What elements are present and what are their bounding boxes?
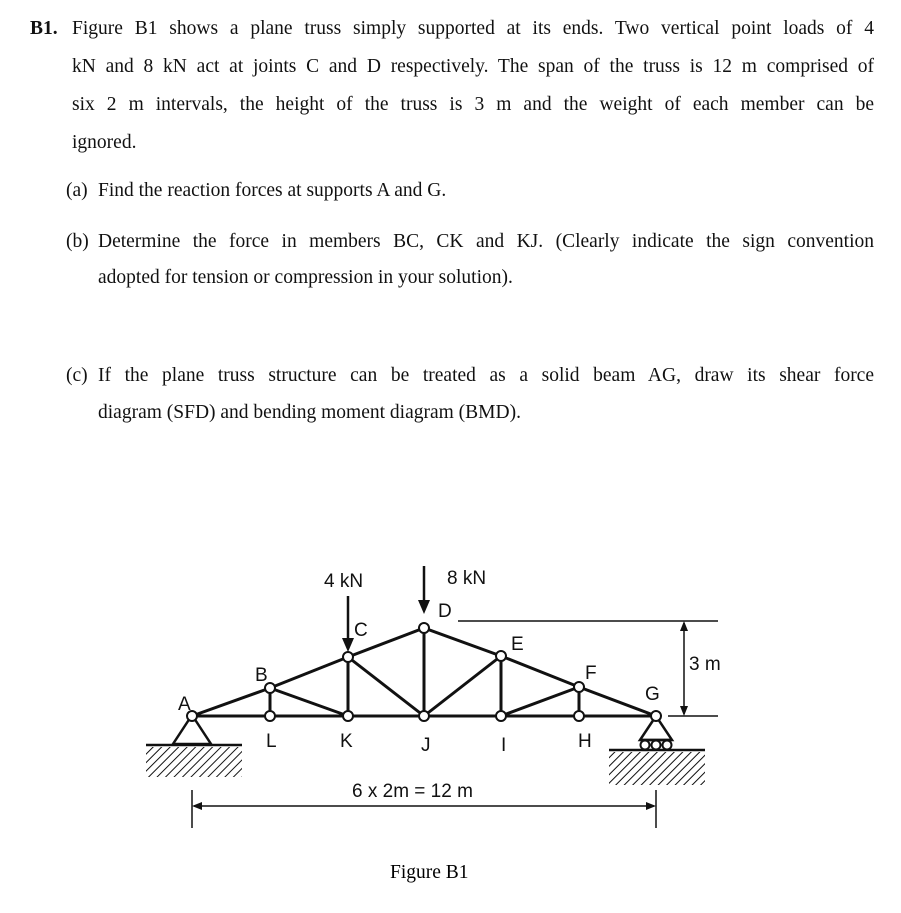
part-b-label: (b) <box>66 231 89 252</box>
joint-d <box>419 623 429 633</box>
joint-e <box>496 651 506 661</box>
load-label-c: 4 kN <box>324 571 364 592</box>
joint-label-j: J <box>421 735 431 756</box>
joint-label-h: H <box>578 731 592 752</box>
part-b-text-line-2: adopted for tension or compression in your solution). <box>98 267 513 288</box>
load-arrow-c-head <box>342 638 354 652</box>
member-bk <box>270 688 348 716</box>
roller-wheel-1 <box>641 741 650 750</box>
question-intro-line-2: kN and 8 kN act at joints C and D respectively. The span of the truss is 12 m comprised of <box>72 56 874 77</box>
joint-g <box>651 711 661 721</box>
height-label: 3 m <box>689 654 721 675</box>
joint-f <box>574 682 584 692</box>
joint-label-c: C <box>354 620 368 641</box>
question-intro-line-4: ignored. <box>72 132 137 153</box>
joint-c <box>343 652 353 662</box>
part-c-text-line-1: If the plane truss structure can be treated as a solid beam AG, draw its shear force <box>98 365 874 386</box>
part-a-text: Find the reaction forces at supports A and G. <box>98 180 447 201</box>
intro-line-1-text: Figure B1 shows a plane truss simply supported at its ends. Two vertical point loads of 4 <box>72 18 874 39</box>
roller-wheel-3 <box>663 741 672 750</box>
joint-k <box>343 711 353 721</box>
joint-i <box>496 711 506 721</box>
part-c-text-line-2: diagram (SFD) and bending moment diagram (BMD). <box>98 402 521 423</box>
joint-label-b: B <box>255 665 268 686</box>
joint-label-k: K <box>340 731 353 752</box>
span-dim-arrowhead-right <box>646 802 656 810</box>
joint-label-a: A <box>178 694 191 715</box>
question-label: B1. <box>30 18 58 39</box>
span-label: 6 x 2m = 12 m <box>352 781 473 802</box>
part-b-text-line-1: Determine the force in members BC, CK and KJ. (Clearly indicate the sign convention <box>98 231 874 252</box>
roller-wheel-2 <box>652 741 661 750</box>
joint-label-i: I <box>501 735 507 756</box>
question-intro-line-3: six 2 m intervals, the height of the truss is 3 m and the weight of each member can be <box>72 94 874 115</box>
load-label-d: 8 kN <box>447 568 487 589</box>
joint-label-l: L <box>266 731 277 752</box>
height-dim-arrowhead-bottom <box>680 706 688 716</box>
span-dim-arrowhead-left <box>192 802 202 810</box>
ground-left-hatch <box>146 747 242 777</box>
part-a-label: (a) <box>66 180 88 201</box>
figure-caption: Figure B1 <box>390 862 469 883</box>
height-dim-arrowhead-top <box>680 621 688 631</box>
joint-h <box>574 711 584 721</box>
joint-j <box>419 711 429 721</box>
member-if <box>501 687 579 716</box>
joint-label-f: F <box>585 663 597 684</box>
member-je <box>424 656 501 716</box>
joint-l <box>265 711 275 721</box>
load-arrow-d-head <box>418 600 430 614</box>
joint-label-g: G <box>645 684 660 705</box>
joint-label-d: D <box>438 601 452 622</box>
ground-right-hatch <box>609 752 705 785</box>
joint-label-e: E <box>511 634 524 655</box>
part-c-label: (c) <box>66 365 88 386</box>
member-cj <box>348 657 424 716</box>
